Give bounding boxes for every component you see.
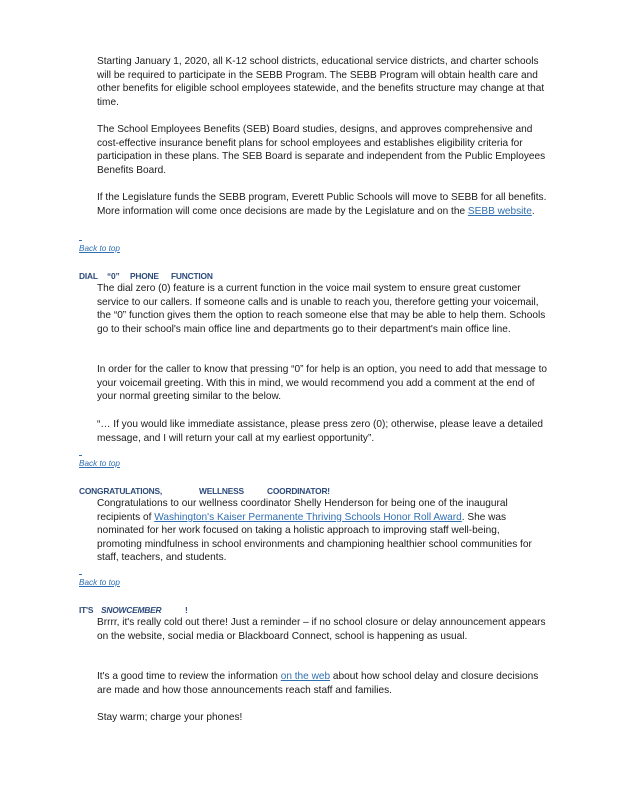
snow-paragraph-2-text-a: It's a good time to review the information bbox=[97, 671, 281, 682]
back-to-top-link[interactable]: Back to top bbox=[79, 459, 120, 468]
dial-heading-word-4: FUNCTION bbox=[171, 271, 213, 281]
wellness-paragraph-1-text-a: Congratulations to our wellness coordinator Shelly Henderson for being one of the inaugural recipients of bbox=[97, 498, 508, 523]
dial-paragraph-2: In order for the caller to know that pressing “0” for help is an option, you need to add that message to your voicemail greeting. With this in mind, we would recommend you add a comment at the end of your normal greeting similar to the below. bbox=[97, 364, 547, 403]
dial-heading-word-3: PHONE bbox=[130, 271, 159, 281]
snow-paragraph-1: Brrrr, it's really cold out there! Just a reminder – if no school closure or delay announcement appears on the website, social media or Blackboard Connect, school is happening as usual. bbox=[97, 617, 546, 642]
sebb-paragraph-2: The School Employees Benefits (SEB) Board studies, designs, and approves comprehensive and cost-effective insurance benefit plans for school employees and establishes eligibility criteria for participation in these plans. The SEB Board is separate and independent from the Public Employees Benefits Board. bbox=[97, 124, 546, 176]
snow-heading-word-1: IT'S bbox=[79, 605, 94, 615]
sebb-paragraph-3-text: If the Legislature funds the SEBB program, Everett Public Schools will move to SEBB for all benefits. More information will come once decisions are made by the Legislature and on the bbox=[97, 192, 547, 217]
back-to-top-link[interactable]: Back to top bbox=[79, 578, 120, 587]
snow-heading-word-2: SNOWCEMBER bbox=[101, 605, 162, 615]
sebb-paragraph-3-end: . bbox=[531, 205, 535, 217]
on-the-web-link[interactable]: on the web bbox=[280, 671, 331, 682]
snow-heading-word-3: ! bbox=[185, 605, 188, 615]
wellness-paragraph-1-text-b: . She was nominated for her work focused on taking a holistic approach to improving staff well-being, promoting mindfulness in school environments and championing healthier school communities for staff, teachers, and students. bbox=[97, 511, 532, 564]
wellness-paragraph-1 bbox=[97, 497, 547, 565]
sebb-paragraph-3 bbox=[97, 191, 547, 218]
snow-paragraph-3: Stay warm; charge your phones! bbox=[97, 712, 243, 723]
snow-paragraph-2 bbox=[97, 670, 547, 697]
anchor-marker bbox=[79, 574, 82, 575]
dial-paragraph-1: The dial zero (0) feature is a current function in the voice mail system to ensure great customer service to our callers. If someone calls and is unable to reach you, therefore getting your voicemail, the “0” function gives them the option to reach someone else that may be able to help them. Schools go to their school's main office line and departments go to their department's main office line. bbox=[97, 283, 546, 335]
anchor-marker bbox=[79, 455, 82, 456]
dial-heading-word-1: DIAL bbox=[79, 271, 98, 281]
honor-roll-award-link[interactable]: Washington's Kaiser Permanente Thriving Schools Honor Roll Award bbox=[154, 511, 462, 523]
dial-heading-word-2: “0” bbox=[107, 271, 120, 281]
wellness-heading-word-1: CONGRATULATIONS, bbox=[79, 486, 163, 496]
wellness-heading-word-3: COORDINATOR! bbox=[267, 486, 330, 496]
snow-paragraph-2-text-b: about how school delay and closure decisions are made and how those announcements reach staff and families. bbox=[97, 671, 539, 696]
dial-paragraph-3: “… If you would like immediate assistance, please press zero (0); otherwise, please leave a detailed message, and I will return your call at my earliest opportunity”. bbox=[97, 419, 544, 444]
sebb-website-link[interactable]: SEBB website bbox=[467, 205, 532, 217]
sebb-paragraph-1: Starting January 1, 2020, all K-12 school districts, educational service districts, and charter schools will be required to participate in the SEBB Program. The SEBB Program will obtain health care and other benefits for eligible school employees statewide, and the benefits structure may change at that time. bbox=[97, 56, 545, 108]
back-to-top-link[interactable]: Back to top bbox=[79, 244, 120, 253]
wellness-heading-word-2: WELLNESS bbox=[199, 486, 244, 496]
anchor-marker bbox=[79, 240, 82, 241]
